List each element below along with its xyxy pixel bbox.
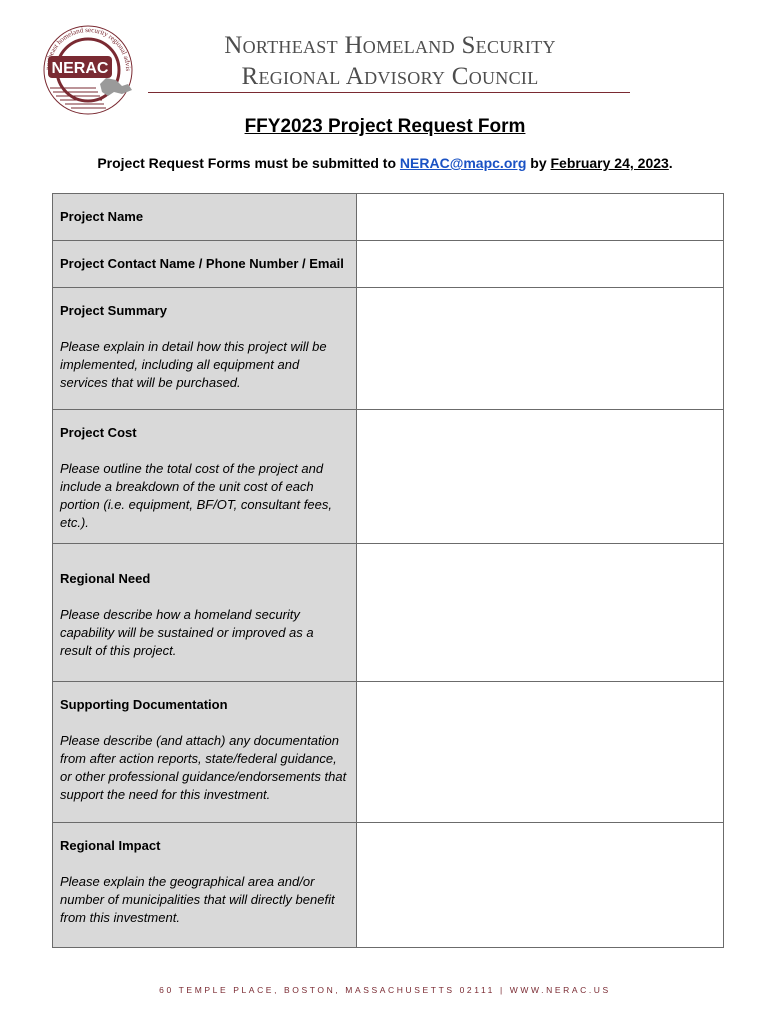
field-help-regional-need: Please describe how a homeland security capability will be sustained or improved as a result of this project.	[60, 607, 314, 658]
project-contact-field[interactable]	[357, 241, 724, 288]
field-help-project-summary: Please explain in detail how this project will be implemented, including all equipment and services that will be purchased.	[60, 339, 327, 390]
label-cell	[53, 288, 357, 410]
field-help-regional-impact: Please explain the geographical area and/or number of municipalities that will directly benefit from this investment.	[60, 874, 335, 925]
row-regional-need	[53, 544, 724, 682]
supporting-documentation-field[interactable]	[357, 682, 724, 823]
submission-suffix: .	[668, 155, 673, 171]
label-cell	[53, 544, 357, 682]
form-title: FFY2023 Project Request Form	[244, 116, 526, 137]
submission-email-link[interactable]: NERAC@mapc.org	[399, 155, 527, 171]
field-label-project-name: Project Name	[60, 209, 144, 224]
row-supporting-documentation	[53, 682, 724, 823]
nerac-logo	[36, 18, 140, 118]
label-cell	[53, 823, 357, 948]
field-help-supporting-documentation: Please describe (and attach) any documentation from after action reports, state/federal guidance, or other professional guidance/endorsements that support the need for this investment.	[60, 733, 347, 802]
label-cell	[53, 241, 357, 288]
submission-prefix: Project Request Forms must be submitted to	[97, 155, 400, 171]
organization-name-line-1: Northeast Homeland Security	[224, 32, 556, 59]
row-project-summary	[53, 288, 724, 410]
field-label-supporting-documentation: Supporting Documentation	[60, 697, 228, 712]
regional-impact-field[interactable]	[357, 823, 724, 948]
row-project-contact	[53, 241, 724, 288]
submission-middle: by	[526, 155, 551, 171]
organization-name-line-2: Regional Advisory Council	[241, 63, 539, 90]
regional-need-field[interactable]	[357, 544, 724, 682]
field-label-regional-impact: Regional Impact	[60, 838, 161, 853]
footer-website: WWW.NERAC.US	[509, 985, 611, 995]
field-label-project-summary: Project Summary	[60, 303, 167, 318]
field-label-project-cost: Project Cost	[60, 425, 137, 440]
field-label-project-contact: Project Contact Name / Phone Number / Email	[60, 256, 344, 271]
label-cell	[53, 682, 357, 823]
project-summary-field[interactable]	[357, 288, 724, 410]
logo-text: NERAC	[51, 60, 109, 77]
project-name-field[interactable]	[357, 194, 724, 241]
footer-separator: |	[499, 985, 505, 995]
page-footer	[0, 985, 770, 995]
row-project-cost	[53, 410, 724, 544]
field-label-regional-need: Regional Need	[60, 571, 151, 586]
header-divider	[148, 92, 630, 93]
field-help-project-cost: Please outline the total cost of the project and include a breakdown of the unit cost of each portion (i.e. equipment, BF/OT, consultant fees, etc.).	[60, 461, 332, 530]
footer-address: 60 TEMPLE PLACE, BOSTON, MASSACHUSETTS 02111	[159, 985, 495, 995]
organization-name	[150, 30, 630, 92]
project-request-table	[52, 193, 724, 948]
submission-instructions	[0, 155, 770, 171]
row-project-name	[53, 194, 724, 241]
project-cost-field[interactable]	[357, 410, 724, 544]
logo-ring-text: northeast homeland security regional advis	[43, 25, 133, 72]
label-cell	[53, 194, 357, 241]
row-regional-impact	[53, 823, 724, 948]
label-cell	[53, 410, 357, 544]
submission-deadline: February 24, 2023	[550, 155, 669, 171]
